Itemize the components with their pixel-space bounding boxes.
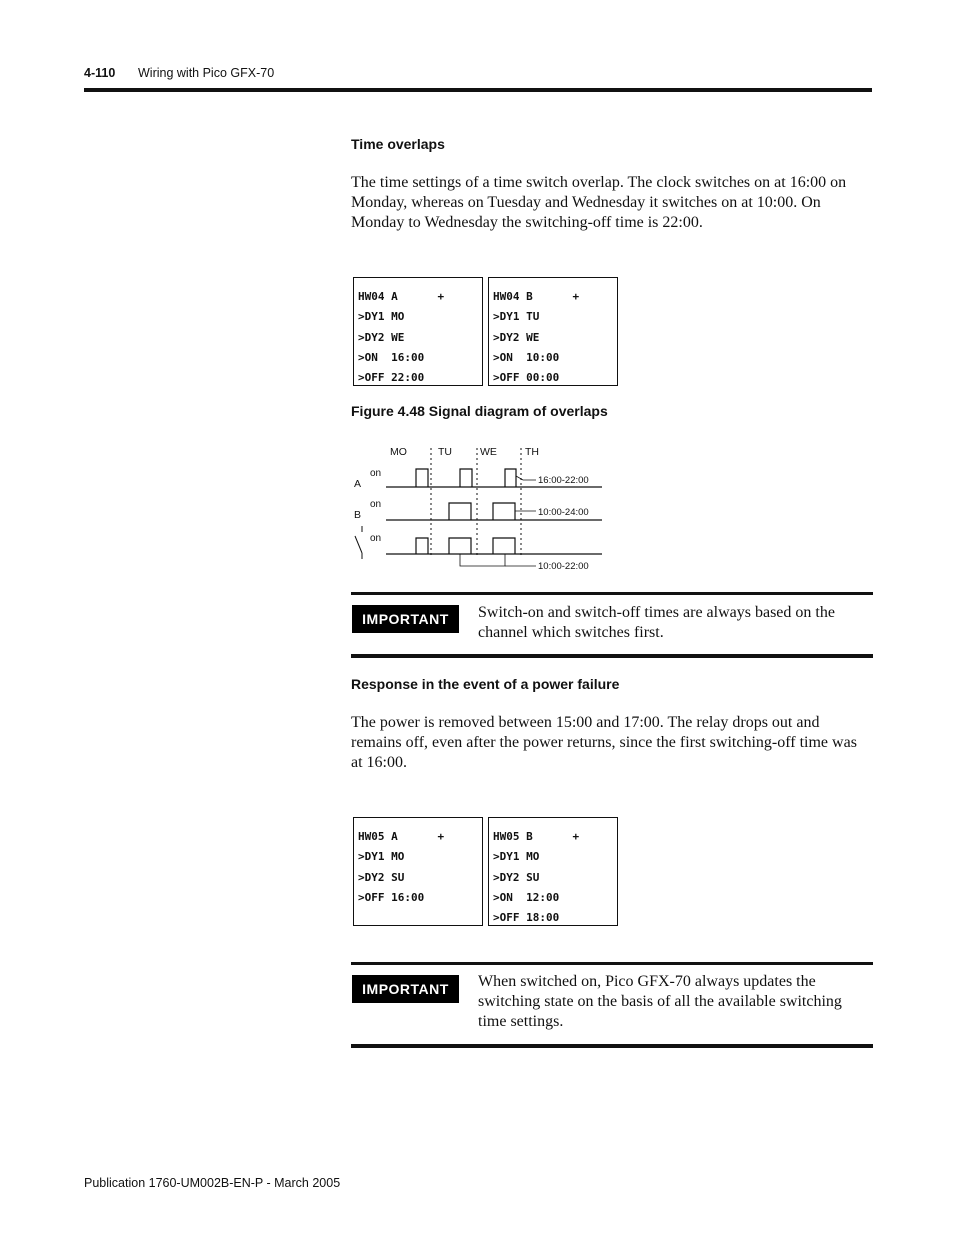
lcd-display-hw04-b bbox=[488, 277, 618, 386]
lcd-line: >OFF 22:00 bbox=[358, 371, 425, 385]
lcd-line: HW05 A + bbox=[358, 830, 445, 843]
channel-label-a: A bbox=[354, 478, 362, 490]
day-separators bbox=[431, 448, 521, 555]
page-number: 4-110 bbox=[84, 66, 116, 80]
lcd-line: >DY1 MO bbox=[358, 310, 405, 324]
lcd-line: >ON 10:00 bbox=[493, 350, 560, 364]
signal-output bbox=[386, 538, 602, 554]
annotation-b: 10:00-24:00 bbox=[538, 507, 589, 518]
lcd-line: >OFF 18:00 bbox=[493, 911, 560, 925]
channel-label-b: B bbox=[354, 509, 362, 521]
day-label-th: TH bbox=[525, 446, 539, 458]
important-badge: IMPORTANT bbox=[352, 605, 459, 633]
lcd-line: >DY2 SU bbox=[358, 870, 405, 884]
paragraph-time-overlaps: The time settings of a time switch overlap. The clock switches on at 16:00 on Monday, whereas on Tuesday and Wednesday it switches on at 10:00. On Monday to Wednesday the switching-off time is 22:00. bbox=[351, 174, 847, 231]
figure-caption: Figure 4.48 Signal diagram of overlaps bbox=[351, 403, 608, 419]
day-label-we: WE bbox=[480, 446, 497, 458]
important-top-rule bbox=[351, 592, 873, 595]
annotation-output: 10:00-22:00 bbox=[538, 561, 589, 572]
on-label-output: on bbox=[370, 533, 382, 544]
lcd-line: >DY1 MO bbox=[358, 850, 405, 864]
important-top-rule bbox=[351, 962, 873, 965]
lcd-line: >OFF 00:00 bbox=[493, 371, 560, 385]
heading-power-failure: Response in the event of a power failure bbox=[351, 676, 620, 692]
lcd-line: >ON 16:00 bbox=[358, 350, 425, 364]
important-bottom-rule bbox=[351, 654, 873, 658]
lcd-line: HW04 A + bbox=[358, 290, 445, 303]
heading-time-overlaps: Time overlaps bbox=[351, 136, 445, 152]
footer-publication: Publication 1760-UM002B-EN-P - March 2005 bbox=[84, 1176, 341, 1190]
important-text: Switch-on and switch-off times are always based on the channel which switches first. bbox=[478, 604, 835, 641]
lcd-display-hw04-a bbox=[353, 277, 483, 386]
signal-diagram bbox=[340, 440, 610, 580]
important-text: When switched on, Pico GFX-70 always updates the switching state on the basis of all the available switching time settings. bbox=[478, 973, 842, 1030]
lcd-line: HW04 B + bbox=[493, 290, 580, 303]
day-label-tu: TU bbox=[438, 446, 452, 458]
lcd-line: >DY2 WE bbox=[493, 330, 540, 344]
lcd-display-hw05-a bbox=[353, 817, 483, 926]
lcd-line: >ON 12:00 bbox=[493, 890, 560, 904]
on-label-a: on bbox=[370, 468, 382, 479]
running-header-title: Wiring with Pico GFX-70 bbox=[138, 66, 275, 80]
lcd-line: >DY2 WE bbox=[358, 330, 405, 344]
lcd-line: >DY1 MO bbox=[493, 850, 540, 864]
lcd-line: >DY1 TU bbox=[493, 310, 540, 324]
paragraph-power-failure: The power is removed between 15:00 and 17:00. The relay drops out and remains off, even after the power returns, since the first switching-off time was at 16:00. bbox=[351, 714, 857, 771]
header-rule bbox=[84, 88, 872, 92]
important-badge: IMPORTANT bbox=[352, 975, 459, 1003]
important-bottom-rule bbox=[351, 1044, 873, 1048]
relay-contact-icon bbox=[355, 526, 362, 559]
lcd-line: >DY2 SU bbox=[493, 870, 540, 884]
lcd-line: HW05 B + bbox=[493, 830, 580, 843]
day-label-mo: MO bbox=[390, 446, 407, 458]
lcd-display-hw05-b bbox=[488, 817, 618, 926]
annotation-a: 16:00-22:00 bbox=[538, 475, 589, 486]
on-label-b: on bbox=[370, 499, 382, 510]
lcd-line: >OFF 16:00 bbox=[358, 890, 425, 904]
